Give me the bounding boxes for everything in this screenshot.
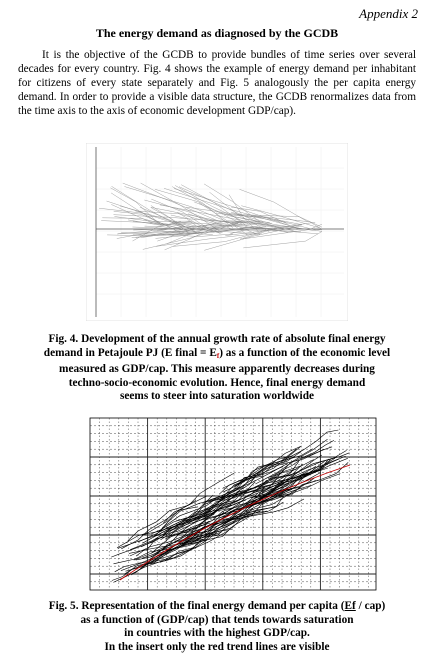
figure-5-caption: [0, 600, 434, 654]
figure-4-caption-line: [0, 347, 434, 364]
figure-4-caption-line: techno-socio-economic evolution. Hence, final energy demand: [68, 376, 366, 389]
figure-4-caption-prefix: demand in Petajoule PJ (E final = E: [43, 346, 217, 359]
section-title: The energy demand as diagnosed by the GCDB: [95, 26, 339, 40]
figure-5-caption-line: In the insert only the red trend lines are visible: [104, 640, 330, 653]
figure-5-caption-line: as a function of (GDP/cap) that tends towards saturation: [80, 613, 354, 626]
figure-5-caption-suffix: / cap): [355, 600, 386, 612]
figure-5-caption-line: [0, 600, 434, 614]
appendix-label: Appendix 2: [359, 6, 418, 21]
figure-5-caption-prefix: Fig. 5. Representation of the final energy demand per capita (: [48, 600, 345, 612]
figure-5-plot-frame: [90, 418, 376, 590]
figure-4-caption-suffix: ) as a function of the economic level: [219, 346, 391, 359]
figure-4-caption-subscript: f: [216, 351, 220, 360]
body-paragraph: It is the objective of the GCDB to provide bundles of time series over several decades for every country. Fig. 4 shows the example of energy demand per inhabitant for citizens of every state separately and Fig. 5 analogously the per capita energy demand. In order to provide a visible data structure, the GCDB renormalizes data from the time axis to the axis of economic development GDP/cap).: [18, 49, 416, 117]
figure-4-chart: [86, 143, 348, 321]
figure-5-caption-ef: Ef: [344, 600, 356, 612]
figure-4-caption-line: seems to steer into saturation worldwide: [119, 390, 314, 403]
figure-4-caption-line: measured as GDP/cap. This measure apparently decreases during: [59, 363, 375, 376]
figure-5-caption-line: in countries with the highest GDP/cap.: [124, 627, 310, 640]
figure-4-caption: [0, 333, 434, 404]
figure-4-caption-line: Fig. 4. Development of the annual growth rate of absolute final energy: [48, 333, 386, 345]
figure-5-chart: [80, 410, 380, 596]
